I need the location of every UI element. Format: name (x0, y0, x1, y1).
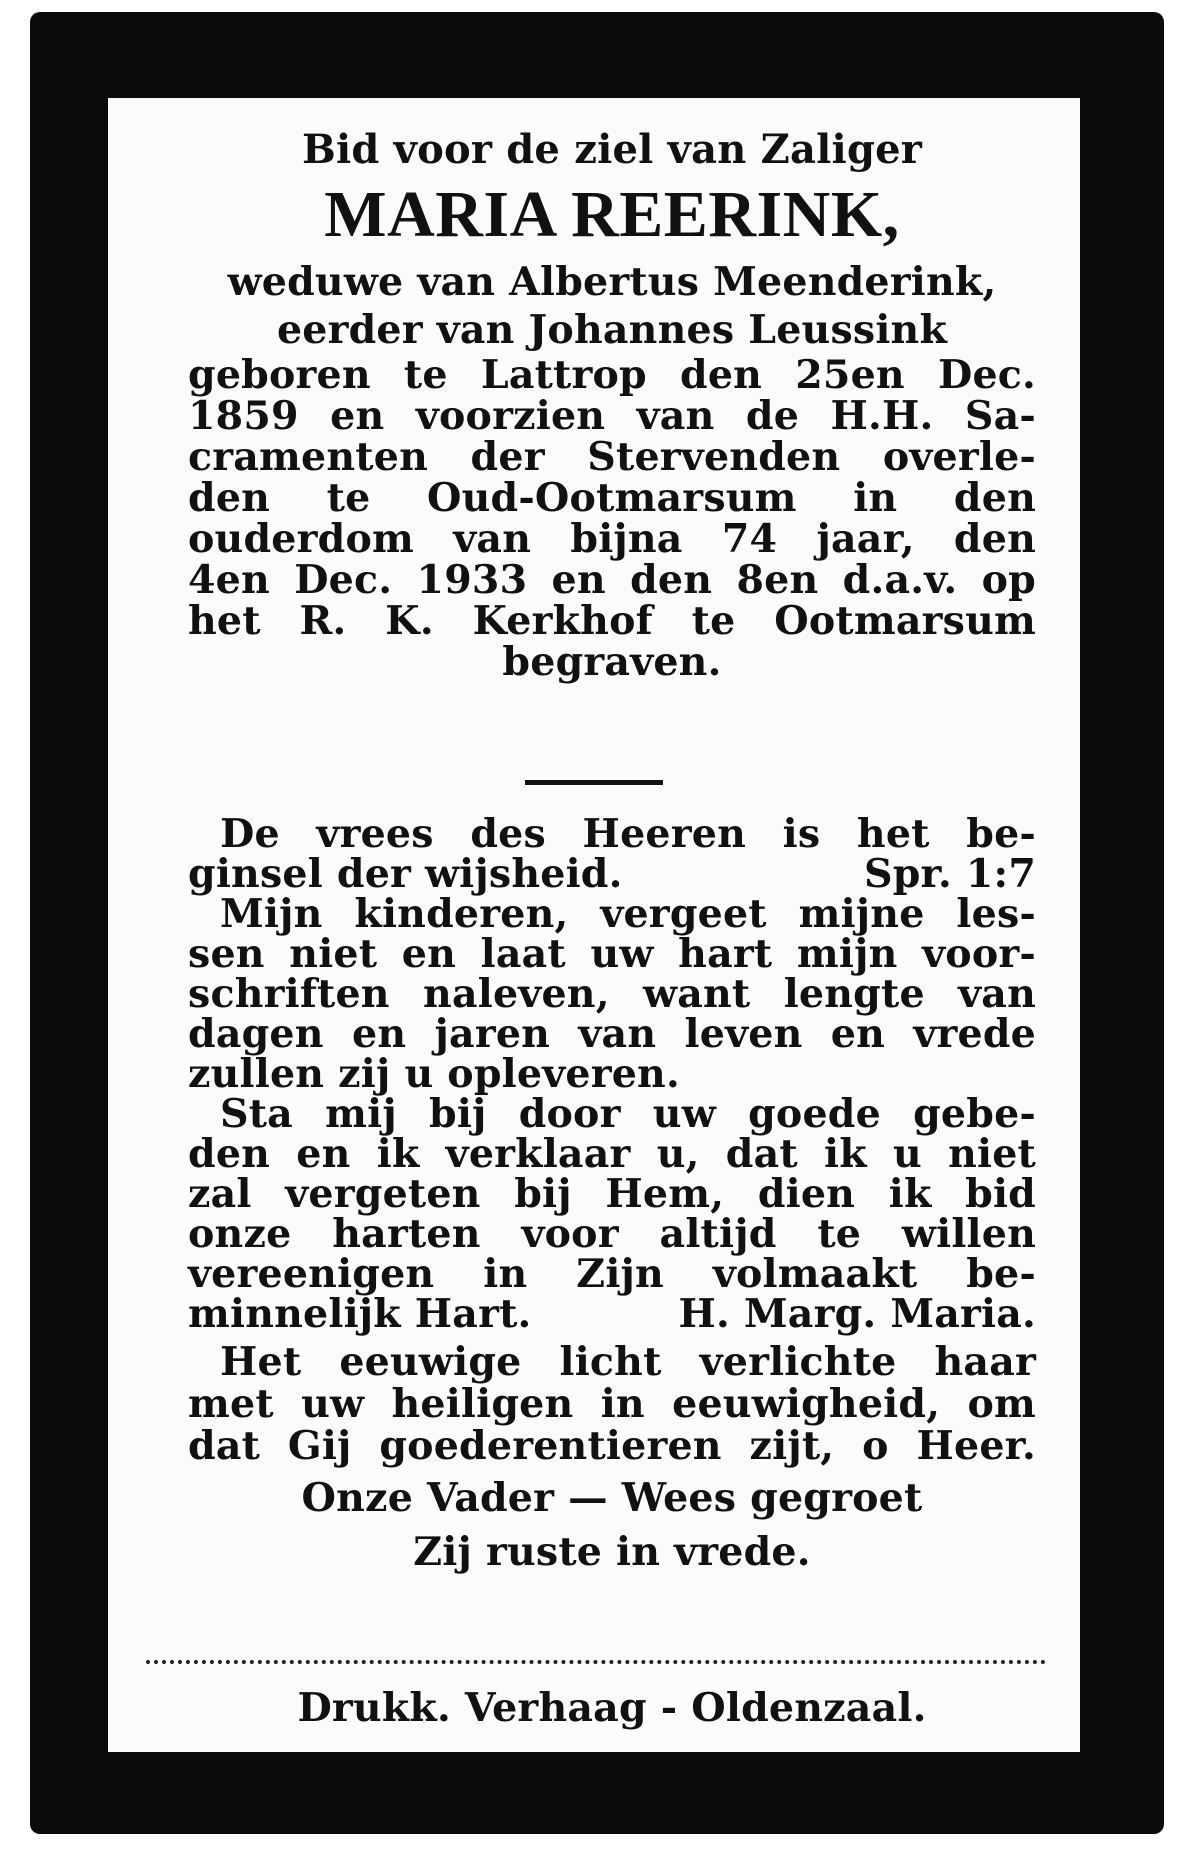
quote-1-reference: Spr. 1:7 (864, 851, 1036, 897)
mourning-card (108, 98, 1080, 1752)
quote-3-line: den en ik verklaar u, dat ik u niet (188, 1131, 1036, 1177)
quote-3-reference: H. Marg. Maria. (678, 1291, 1036, 1337)
bio-line: den te Oud-Ootmarsum in den (188, 475, 1036, 521)
printer-credit: Drukk. Verhaag - Oldenzaal. (297, 1685, 927, 1731)
quote-3-line: vereenigen in Zijn volmaakt be- (188, 1251, 1036, 1297)
prayer-line: Het eeuwige licht verlichte haar (220, 1339, 1036, 1385)
separator-rule (525, 780, 663, 785)
quote-2-line: schriften naleven, want lengte van (188, 971, 1036, 1017)
quote-1-line-1: De vrees des Heeren is het be- (220, 811, 1036, 857)
bio-line: 1859 en voorzien van de H.H. Sa- (188, 393, 1036, 439)
quote-2-line: sen niet en laat uw hart mijn voor- (188, 931, 1036, 977)
bio-line: 4en Dec. 1933 en den 8en d.a.v. op (188, 557, 1036, 603)
dotted-separator (146, 1660, 1046, 1664)
quote-3-line: onze harten voor altijd te willen (188, 1211, 1036, 1257)
spouse-line-1: weduwe van Albertus Meenderink, (227, 259, 997, 305)
prayer-line: met uw heiligen in eeuwigheid, om (188, 1381, 1036, 1427)
quote-3-line: zal vergeten bij Hem, dien ik bid (188, 1171, 1036, 1217)
bio-line: geboren te Lattrop den 25en Dec. (188, 352, 1036, 398)
bio-line: het R. K. Kerkhof te Ootmarsum (188, 598, 1036, 644)
quote-2-line: dagen en jaren van leven en vrede (188, 1011, 1036, 1057)
quote-1-text: ginsel der wijsheid. (188, 851, 623, 897)
card-heading: Bid voor de ziel van Zaliger (301, 126, 923, 173)
spouse-line-2: eerder van Johannes Leussink (276, 307, 948, 353)
prayer-line: dat Gij goederentieren zijt, o Heer. (188, 1423, 1036, 1469)
deceased-name: MARIA REERINK, (324, 178, 900, 251)
bio-line: cramenten der Stervenden overle- (188, 434, 1036, 480)
quote-3-line: Sta mij bij door uw goede gebe- (220, 1091, 1036, 1137)
closing-prayers: Onze Vader — Wees gegroet (301, 1475, 923, 1521)
bio-line: ouderdom van bijna 74 jaar, den (188, 516, 1036, 562)
quote-2-last-line: zullen zij u opleveren. (188, 1051, 680, 1097)
quote-2-line: Mijn kinderen, vergeet mijne les- (220, 891, 1036, 937)
quote-3-last-line (188, 1290, 1036, 1338)
bio-last-line: begraven. (502, 639, 722, 685)
quote-3-text: minnelijk Hart. (188, 1291, 532, 1337)
rest-in-peace: Zij ruste in vrede. (413, 1529, 811, 1575)
